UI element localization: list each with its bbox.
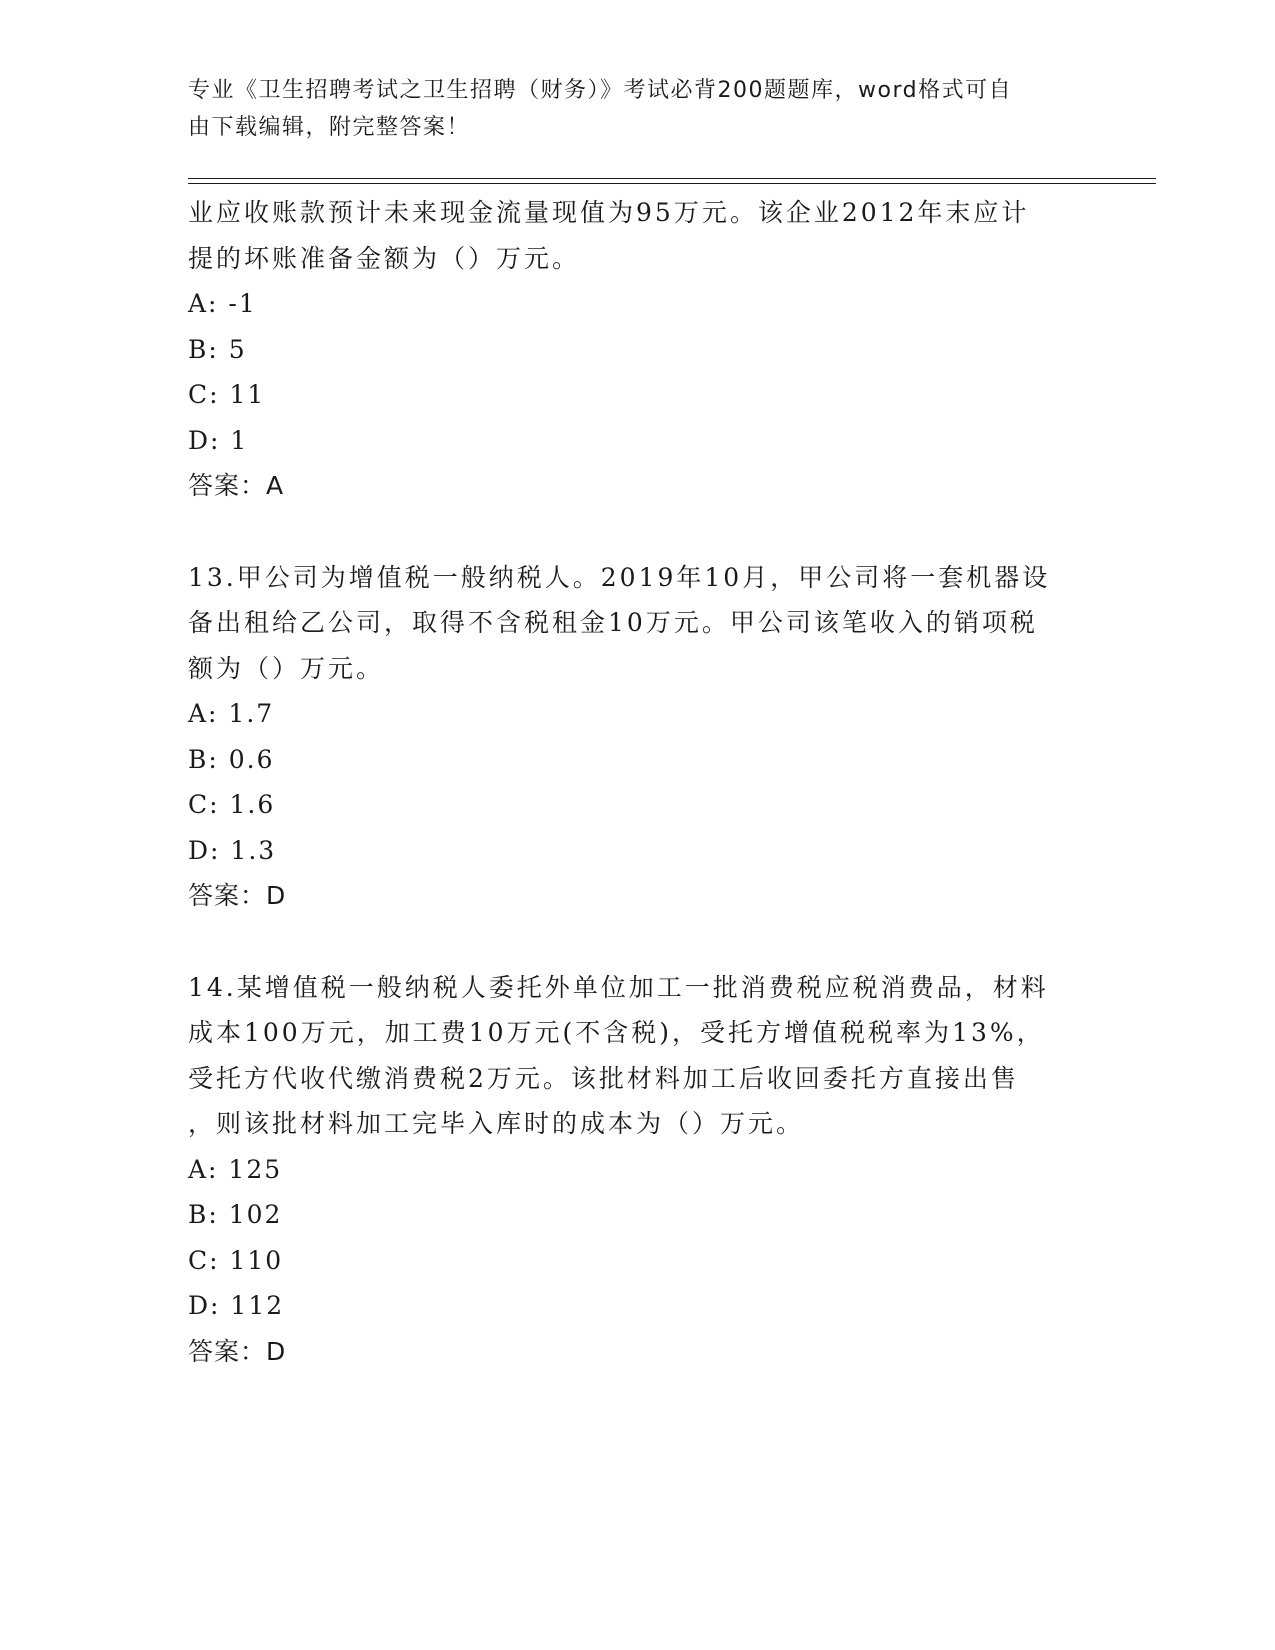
option-d: D: 1: [188, 425, 249, 455]
question-spacer: [188, 509, 1088, 555]
question-text-line: 业应收账款预计未来现金流量现值为95万元。该企业2012年末应计: [188, 198, 1030, 227]
option-a: A: 125: [188, 1154, 283, 1184]
option-a: A: -1: [188, 289, 257, 318]
option-a: A: 1.7: [188, 699, 275, 728]
option-b: B: 5: [188, 334, 247, 364]
question-text-line: 14.某增值税一般纳税人委托外单位加工一批消费税应税消费品，材料: [188, 972, 1049, 1002]
question-14: [188, 965, 1088, 1375]
option-d: D: 1.3: [188, 835, 277, 865]
question-text-line: 成本100万元，加工费10万元(不含税)，受托方增值税税率为13%，: [188, 1018, 1045, 1047]
question-text-line: 备出租给乙公司，取得不含税租金10万元。甲公司该笔收入的销项税: [188, 608, 1038, 637]
header-divider: [188, 178, 1156, 184]
option-c: C: 1.6: [188, 790, 276, 819]
option-d: D: 112: [188, 1291, 285, 1320]
question-12: [188, 190, 1088, 509]
question-text-line: 13.甲公司为增值税一般纳税人。2019年10月，甲公司将一套机器设: [188, 562, 1051, 592]
question-13: [188, 555, 1088, 919]
answer-line: 答案：A: [188, 471, 285, 500]
answer-line: 答案：D: [188, 1336, 287, 1366]
page-header: [188, 72, 1068, 146]
question-text-line: 受托方代收代缴消费税2万元。该批材料加工后收回委托方直接出售: [188, 1063, 1019, 1093]
option-c: C: 110: [188, 1245, 284, 1275]
question-text-line: 额为（）万元。: [188, 653, 385, 683]
question-text-line: 提的坏账准备金额为（）万元。: [188, 243, 581, 273]
question-text-line: ，则该批材料加工完毕入库时的成本为（）万元。: [188, 1109, 805, 1138]
header-title-line-2: 由下载编辑，附完整答案！: [188, 115, 471, 140]
question-spacer: [188, 919, 1088, 965]
option-b: B: 0.6: [188, 744, 275, 774]
option-b: B: 102: [188, 1200, 283, 1229]
option-c: C: 11: [188, 380, 266, 409]
answer-line: 答案：D: [188, 881, 287, 910]
question-list: [188, 190, 1088, 1374]
header-title-line-1: 专业《卫生招聘考试之卫生招聘（财务）》考试必背200题题库，word格式可自: [188, 78, 1013, 103]
